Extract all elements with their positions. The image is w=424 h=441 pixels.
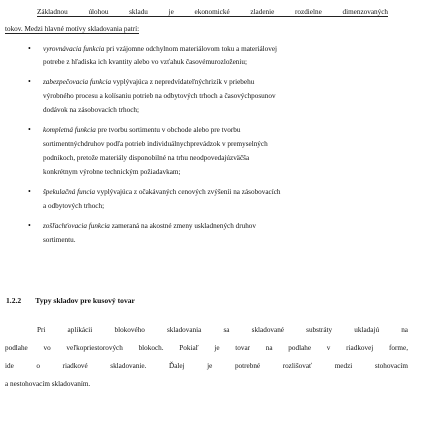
bullet-1-text-1: pri vzájomne odchylnom materiálovom toku a materiálovej (104, 45, 278, 53)
paragraph-line-1 (37, 325, 408, 335)
bullet-3-line-1 (43, 125, 240, 135)
bullet-4-text-1: vyplývajúca z očakávaných cenových zvýšeníi na zásobovacích (95, 188, 281, 196)
bullet-1-term: vyrovnávacia funkcia (43, 45, 105, 53)
bullet-3-text-4: konkrétnym výrobne technickým požiadavkam; (43, 168, 181, 176)
bullet-2-line-2 (43, 91, 276, 101)
bullet-1-line-1 (43, 44, 277, 54)
intro-line-2-text: tokov. Medzi hlavné motívy skladovania patrí: (5, 25, 140, 33)
bullet-3-text-2: sortimentnýchdruhov podľa potrieb individuálnychprevádzok v premyselných (43, 140, 268, 148)
paragraph-text-3: ide o riadkové skladovanie. Ďalej je potrebné rozlišovať medzi stohovacím (5, 362, 408, 370)
bullet-1-text-2: potrebe z hľadiska ich kvantity alebo vo vzťahuk časovémurozloženiu; (43, 58, 247, 66)
section-heading (6, 296, 135, 305)
intro-line-1-text: Základnou úlohou skladu je ekonomické zladenie rozdielne dimenzovaných (37, 8, 388, 16)
bullet-2-text-1: vyplývajúca z nepredvídateľnýchrizík v priebehu (111, 78, 255, 86)
bullet-marker: • (28, 44, 31, 53)
bullet-2-line-1 (43, 77, 254, 87)
paragraph-line-3 (5, 361, 408, 371)
bullet-3-text-3: podnikoch, pretože materiály disponobilné na trhu neodpovedajúzväčša (43, 154, 250, 162)
bullet-4-line-2 (43, 201, 104, 211)
bullet-3-line-2 (43, 139, 268, 149)
bullet-5-term: zošľachťovacia funkcia (43, 222, 110, 230)
intro-line-1 (37, 7, 388, 17)
bullet-marker: • (28, 221, 31, 230)
bullet-5-text-1: zameraná na akostné zmeny uskladnených druhov (109, 222, 256, 230)
bullet-5-line-2 (43, 235, 76, 245)
bullet-3-line-4 (43, 167, 181, 177)
paragraph-line-4 (5, 379, 90, 389)
bullet-2-text-3: dodávok na zásobovacích trhoch; (43, 106, 139, 114)
bullet-3-text-1: pre tvorbu sortimentu v obchode alebo pre tvorbu (95, 126, 241, 134)
section-number: 1.2.2 (6, 296, 22, 305)
bullet-1-line-2 (43, 57, 247, 67)
bullet-4-text-2: a odbytových trhoch; (43, 202, 105, 210)
bullet-marker: • (28, 77, 31, 86)
bullet-5-line-1 (43, 221, 256, 231)
bullet-4-line-1 (43, 187, 281, 197)
bullet-2-line-3 (43, 105, 139, 115)
bullet-marker: • (28, 125, 31, 134)
bullet-5-text-2: sortimentu. (43, 236, 76, 244)
paragraph-text-4: a nestohovacím skladovaním. (5, 380, 91, 388)
intro-line-2 (5, 24, 139, 34)
bullet-2-term: zabezpečovacia funkcia (43, 78, 112, 86)
bullet-4-term: špekulačná funcia (43, 188, 96, 196)
bullet-2-text-2: výrobného procesu a kolísaniu potrieb na odbytových trhoch a časovýchposunov (43, 92, 276, 100)
bullet-3-term: kompletná funkcia (43, 126, 96, 134)
paragraph-line-2 (5, 343, 408, 353)
section-title: Typy skladov pre kusový tovar (35, 296, 135, 305)
paragraph-text-2: podlahe vo veľkopriestorových blokoch. Pokiaľ je tovar na podlahe v riadkovej forme, (5, 344, 408, 352)
paragraph-text-1: Pri aplikácii blokového skladovania sa skladované substráty ukladajú na (37, 326, 408, 334)
bullet-3-line-3 (43, 153, 249, 163)
bullet-marker: • (28, 187, 31, 196)
